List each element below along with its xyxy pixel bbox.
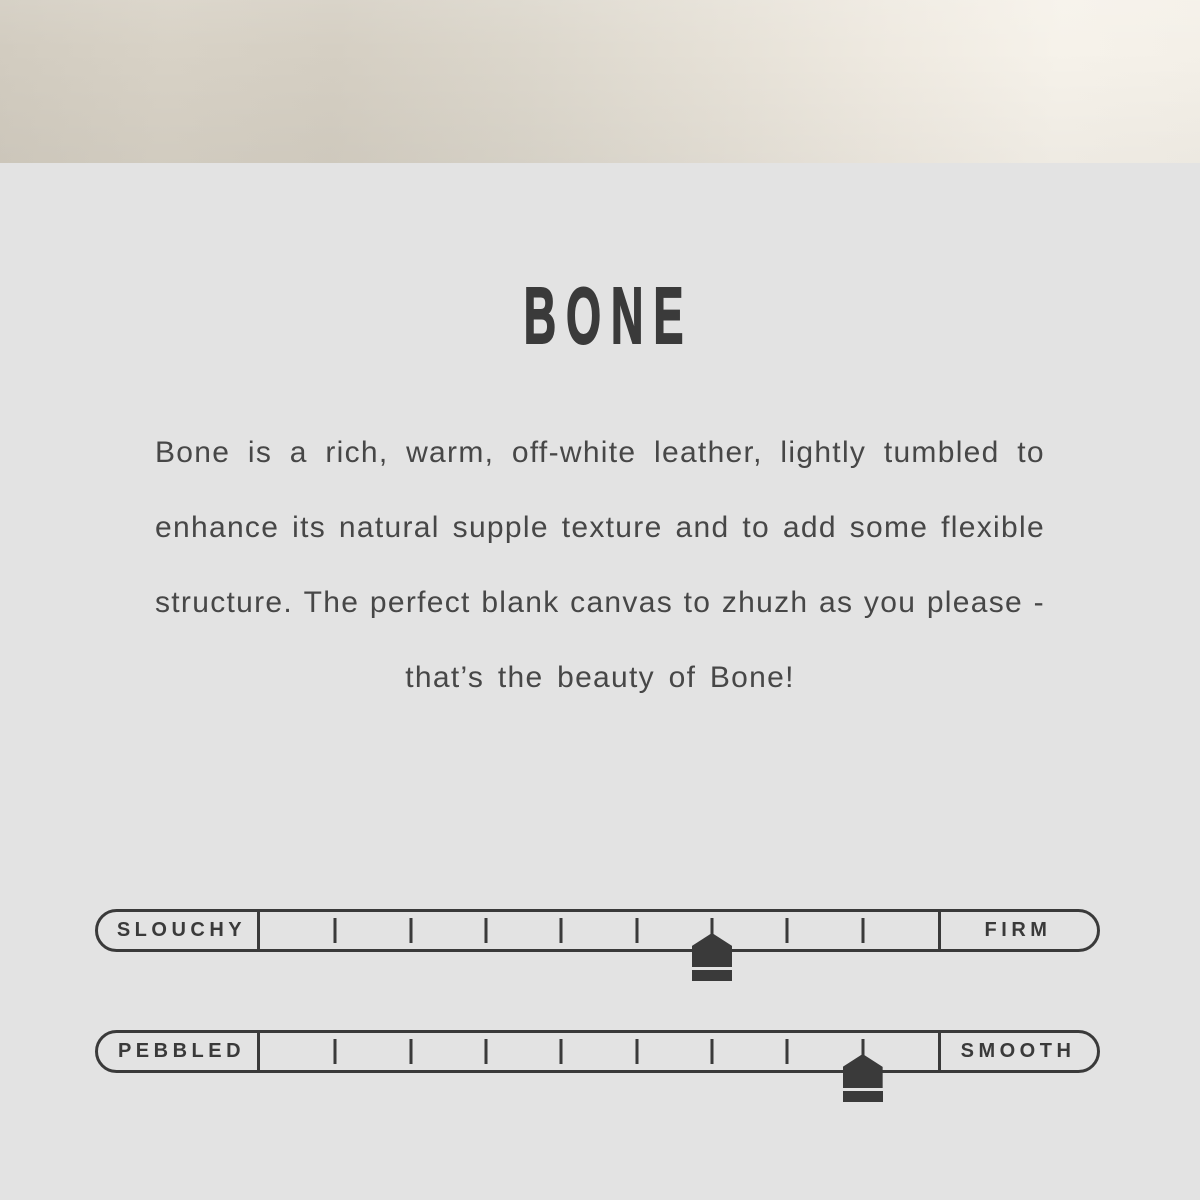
page-title-text: BONE (524, 271, 694, 360)
texture-scale-track (260, 1033, 938, 1070)
tick-mark (560, 1039, 563, 1064)
tick-mark (409, 1039, 412, 1064)
structure-scale-left-label: SLOUCHY (98, 912, 260, 949)
leather-swatch-photo (0, 0, 1200, 163)
tick-mark (711, 1039, 714, 1064)
texture-scale-marker (843, 1054, 883, 1102)
tick-mark (786, 918, 789, 943)
texture-scale-slider (95, 1030, 1100, 1073)
marker-base (692, 970, 732, 981)
tick-mark (334, 1039, 337, 1064)
tick-mark (334, 918, 337, 943)
marker-base (843, 1091, 883, 1102)
tick-mark (635, 918, 638, 943)
structure-scale-slider (95, 909, 1100, 952)
structure-scale-marker (692, 933, 732, 981)
structure-scale-track (260, 912, 938, 949)
tick-mark (485, 918, 488, 943)
texture-scale-right-label: SMOOTH (938, 1033, 1097, 1070)
structure-scale-right-label: FIRM (938, 912, 1097, 949)
description-line: structure. The perfect blank canvas to zhuzh as you please - (155, 586, 1045, 619)
description-line: that’s the beauty of Bone! (405, 661, 795, 694)
marker-pointer-icon (843, 1054, 883, 1088)
description-text (155, 438, 1045, 738)
tick-mark (560, 918, 563, 943)
tick-mark (635, 1039, 638, 1064)
page-title (0, 271, 1200, 360)
description-line: Bone is a rich, warm, off-white leather, lightly tumbled to (155, 436, 1045, 469)
tick-mark (786, 1039, 789, 1064)
tick-mark (485, 1039, 488, 1064)
marker-pointer-icon (692, 933, 732, 967)
tick-mark (861, 918, 864, 943)
tick-mark (409, 918, 412, 943)
texture-scale-left-label: PEBBLED (98, 1033, 260, 1070)
description-line: enhance its natural supple texture and to add some flexible (155, 511, 1045, 544)
